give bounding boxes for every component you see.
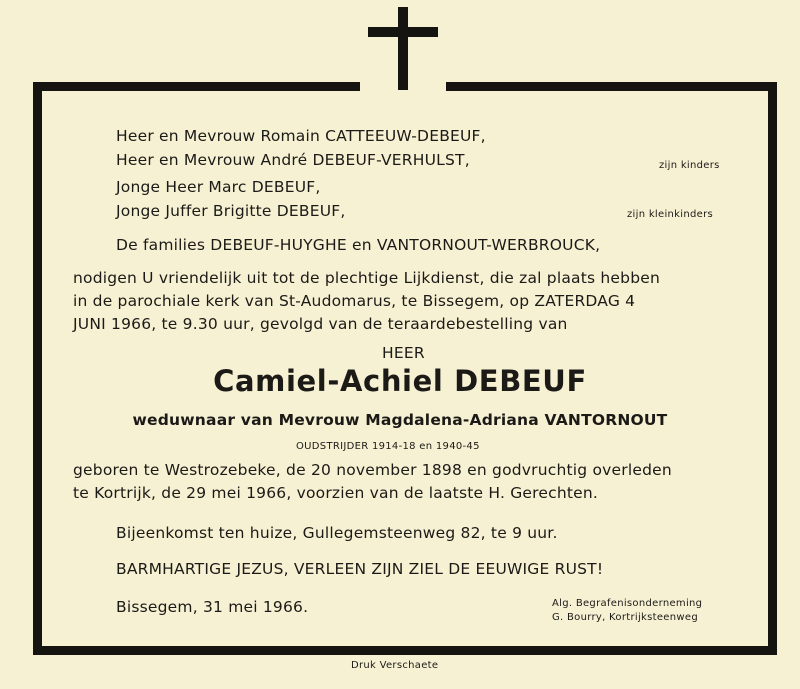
invitation-line-2: in de parochiale kerk van St-Audomarus, te Bissegem, op ZATERDAG 4: [73, 292, 636, 310]
birth-death-line-1: geboren te Westrozebeke, de 20 november 1898 en godvruchtig overleden: [73, 461, 672, 479]
child-line-1: Heer en Mevrouw Romain CATTEEUW-DEBEUF,: [116, 127, 486, 145]
deceased-name: Camiel-Achiel DEBEUF: [213, 364, 587, 398]
place-date: Bissegem, 31 mei 1966.: [116, 598, 309, 616]
child-line-2: Heer en Mevrouw André DEBEUF-VERHULST,: [116, 151, 470, 169]
grandchildren-label: zijn kleinkinders: [627, 209, 713, 220]
frame-bottom: [33, 646, 777, 655]
grandchild-line-2: Jonge Juffer Brigitte DEBEUF,: [116, 202, 346, 220]
undertaker-line-2: G. Bourry, Kortrijksteenweg: [552, 612, 698, 623]
cross-horizontal-bar: [368, 27, 438, 37]
prayer-line: BARMHARTIGE JEZUS, VERLEEN ZIJN ZIEL DE EEUWIGE RUST!: [116, 560, 604, 578]
children-label: zijn kinders: [659, 160, 720, 171]
frame-top-right: [446, 82, 777, 91]
deceased-title: HEER: [382, 344, 425, 362]
gathering-line: Bijeenkomst ten huize, Gullegemsteenweg 82, te 9 uur.: [116, 524, 558, 542]
printer-credit: Druk Verschaete: [351, 660, 439, 671]
grandchild-line-1: Jonge Heer Marc DEBEUF,: [116, 178, 321, 196]
frame-top-left: [33, 82, 360, 91]
invitation-line-3: JUNI 1966, te 9.30 uur, gevolgd van de teraardebestelling van: [73, 315, 568, 333]
invitation-line-1: nodigen U vriendelijk uit tot de plechtige Lijkdienst, die zal plaats hebben: [73, 269, 661, 287]
veteran-line: OUDSTRIJDER 1914-18 en 1940-45: [296, 441, 480, 452]
undertaker-line-1: Alg. Begrafenisonderneming: [552, 598, 703, 609]
widower-line: weduwnaar van Mevrouw Magdalena-Adriana VANTORNOUT: [132, 411, 668, 429]
families-line: De families DEBEUF-HUYGHE en VANTORNOUT-WERBROUCK,: [116, 236, 601, 254]
cross-vertical-bar: [398, 7, 408, 90]
birth-death-line-2: te Kortrijk, de 29 mei 1966, voorzien van de laatste H. Gerechten.: [73, 484, 599, 502]
